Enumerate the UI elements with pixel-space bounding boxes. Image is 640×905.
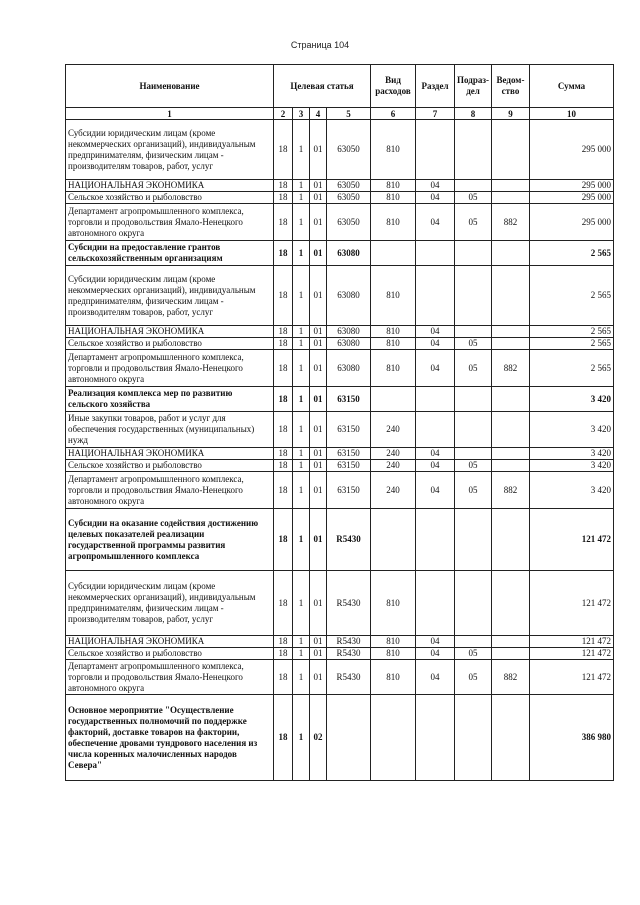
target-code-cell: 18: [274, 180, 293, 192]
col-number: 3: [293, 108, 310, 120]
target-code-cell: 18: [274, 660, 293, 695]
target-code-cell: 1: [293, 192, 310, 204]
row-name-cell: НАЦИОНАЛЬНАЯ ЭКОНОМИКА: [66, 180, 274, 192]
sum-cell: 295 000: [530, 204, 614, 241]
target-code-cell: R5430: [327, 648, 371, 660]
podrazdel-cell: [455, 387, 492, 412]
row-name-cell: Сельское хозяйство и рыболовство: [66, 192, 274, 204]
sum-cell: 2 565: [530, 338, 614, 350]
target-code-cell: 63150: [327, 412, 371, 448]
vedomstvo-cell: [492, 241, 530, 266]
razdel-cell: 04: [416, 448, 455, 460]
target-code-cell: 01: [310, 460, 327, 472]
razdel-cell: 04: [416, 472, 455, 509]
table-row: [66, 472, 614, 509]
vid-cell: 810: [371, 266, 416, 326]
table-row: [66, 266, 614, 326]
table-row: [66, 509, 614, 571]
header-name: Наименование: [66, 65, 274, 108]
row-name-cell: Реализация комплекса мер по развитию сельского хозяйства: [66, 387, 274, 412]
target-code-cell: 01: [310, 192, 327, 204]
razdel-cell: [416, 120, 455, 180]
razdel-cell: 04: [416, 460, 455, 472]
vedomstvo-cell: [492, 180, 530, 192]
target-code-cell: 1: [293, 412, 310, 448]
table-row: [66, 326, 614, 338]
vid-cell: 810: [371, 192, 416, 204]
col-number: 7: [416, 108, 455, 120]
vedomstvo-cell: [492, 326, 530, 338]
header-podrazdel: Подраз- дел: [455, 65, 492, 108]
sum-cell: 121 472: [530, 660, 614, 695]
podrazdel-cell: 05: [455, 648, 492, 660]
col-number: 6: [371, 108, 416, 120]
target-code-cell: 1: [293, 571, 310, 636]
sum-cell: 2 565: [530, 241, 614, 266]
row-name-cell: Субсидии юридическим лицам (кроме некоммерческих организаций), индивидуальным предпринимателям, физическим лицам - производителям товаров, работ, услуг: [66, 571, 274, 636]
table-row: [66, 648, 614, 660]
sum-cell: 2 565: [530, 350, 614, 387]
vedomstvo-cell: [492, 636, 530, 648]
vid-cell: 240: [371, 460, 416, 472]
target-code-cell: 1: [293, 472, 310, 509]
table-row: [66, 412, 614, 448]
vid-cell: 810: [371, 648, 416, 660]
razdel-cell: [416, 695, 455, 781]
target-code-cell: 01: [310, 660, 327, 695]
target-code-cell: 63080: [327, 266, 371, 326]
row-name-cell: Основное мероприятие "Осуществление государственных полномочий по поддержке факторий, доставке товаров на фактории, обеспечение дровами тундрового населения из числа коренных малочисленных народов Севера": [66, 695, 274, 781]
target-code-cell: 18: [274, 204, 293, 241]
row-name-cell: Иные закупки товаров, работ и услуг для обеспечения государственных (муниципальных) нужд: [66, 412, 274, 448]
vedomstvo-cell: 882: [492, 350, 530, 387]
podrazdel-cell: 05: [455, 192, 492, 204]
target-code-cell: 1: [293, 180, 310, 192]
target-code-cell: 01: [310, 472, 327, 509]
target-code-cell: 01: [310, 326, 327, 338]
sum-cell: 3 420: [530, 472, 614, 509]
razdel-cell: [416, 387, 455, 412]
target-code-cell: R5430: [327, 571, 371, 636]
podrazdel-cell: [455, 571, 492, 636]
row-name-cell: НАЦИОНАЛЬНАЯ ЭКОНОМИКА: [66, 326, 274, 338]
target-code-cell: 01: [310, 448, 327, 460]
target-code-cell: 1: [293, 338, 310, 350]
target-code-cell: 18: [274, 412, 293, 448]
header-razdel: Раздел: [416, 65, 455, 108]
target-code-cell: 01: [310, 180, 327, 192]
vedomstvo-cell: [492, 338, 530, 350]
vid-cell: 240: [371, 472, 416, 509]
vedomstvo-cell: [492, 448, 530, 460]
sum-cell: 121 472: [530, 648, 614, 660]
target-code-cell: 18: [274, 326, 293, 338]
col-number: 5: [327, 108, 371, 120]
vid-cell: [371, 387, 416, 412]
vedomstvo-cell: [492, 412, 530, 448]
razdel-cell: [416, 509, 455, 571]
vid-cell: 810: [371, 180, 416, 192]
target-code-cell: 1: [293, 636, 310, 648]
podrazdel-cell: 05: [455, 350, 492, 387]
target-code-cell: R5430: [327, 509, 371, 571]
vedomstvo-cell: [492, 460, 530, 472]
target-code-cell: 1: [293, 448, 310, 460]
row-name-cell: Департамент агропромышленного комплекса, торговли и продовольствия Ямало-Ненецкого автономного округа: [66, 472, 274, 509]
header-vedomstvo: Ведом- ство: [492, 65, 530, 108]
header-row: [66, 65, 614, 108]
table-row: [66, 241, 614, 266]
target-code-cell: 63150: [327, 460, 371, 472]
podrazdel-cell: 05: [455, 338, 492, 350]
razdel-cell: 04: [416, 204, 455, 241]
target-code-cell: [327, 695, 371, 781]
sum-cell: 386 980: [530, 695, 614, 781]
target-code-cell: 18: [274, 571, 293, 636]
table-row: [66, 660, 614, 695]
target-code-cell: 01: [310, 120, 327, 180]
table-row: [66, 571, 614, 636]
target-code-cell: 18: [274, 338, 293, 350]
podrazdel-cell: [455, 326, 492, 338]
target-code-cell: 18: [274, 460, 293, 472]
target-code-cell: 18: [274, 387, 293, 412]
target-code-cell: 01: [310, 648, 327, 660]
row-name-cell: Субсидии на оказание содействия достижению целевых показателей реализации государственной программы развития агропромышленного комплекса: [66, 509, 274, 571]
podrazdel-cell: 05: [455, 472, 492, 509]
table-row: [66, 448, 614, 460]
header-summa: Сумма: [530, 65, 614, 108]
table-row: [66, 636, 614, 648]
podrazdel-cell: 05: [455, 660, 492, 695]
row-name-cell: Департамент агропромышленного комплекса, торговли и продовольствия Ямало-Ненецкого автономного округа: [66, 350, 274, 387]
target-code-cell: 01: [310, 241, 327, 266]
razdel-cell: 04: [416, 338, 455, 350]
target-code-cell: 63050: [327, 204, 371, 241]
col-number: 8: [455, 108, 492, 120]
target-code-cell: 18: [274, 241, 293, 266]
vid-cell: [371, 695, 416, 781]
podrazdel-cell: [455, 448, 492, 460]
column-number-row: [66, 108, 614, 120]
podrazdel-cell: [455, 412, 492, 448]
target-code-cell: 18: [274, 509, 293, 571]
table-row: [66, 338, 614, 350]
target-code-cell: 1: [293, 695, 310, 781]
razdel-cell: 04: [416, 192, 455, 204]
razdel-cell: [416, 412, 455, 448]
sum-cell: 295 000: [530, 180, 614, 192]
razdel-cell: 04: [416, 648, 455, 660]
target-code-cell: R5430: [327, 660, 371, 695]
row-name-cell: Департамент агропромышленного комплекса, торговли и продовольствия Ямало-Ненецкого автономного округа: [66, 660, 274, 695]
col-number: 10: [530, 108, 614, 120]
budget-table: [65, 64, 614, 781]
target-code-cell: 18: [274, 192, 293, 204]
target-code-cell: 18: [274, 695, 293, 781]
vid-cell: 810: [371, 350, 416, 387]
table-row: [66, 460, 614, 472]
sum-cell: 121 472: [530, 636, 614, 648]
target-code-cell: 1: [293, 204, 310, 241]
target-code-cell: 18: [274, 636, 293, 648]
sum-cell: 295 000: [530, 192, 614, 204]
target-code-cell: 63050: [327, 180, 371, 192]
podrazdel-cell: [455, 695, 492, 781]
target-code-cell: 63050: [327, 120, 371, 180]
row-name-cell: Сельское хозяйство и рыболовство: [66, 460, 274, 472]
target-code-cell: 63080: [327, 241, 371, 266]
target-code-cell: 01: [310, 266, 327, 326]
razdel-cell: 04: [416, 350, 455, 387]
sum-cell: 121 472: [530, 571, 614, 636]
target-code-cell: 18: [274, 648, 293, 660]
podrazdel-cell: [455, 120, 492, 180]
sum-cell: 3 420: [530, 460, 614, 472]
podrazdel-cell: [455, 266, 492, 326]
target-code-cell: 63150: [327, 448, 371, 460]
sum-cell: 3 420: [530, 448, 614, 460]
target-code-cell: 63080: [327, 326, 371, 338]
target-code-cell: 01: [310, 509, 327, 571]
table-row: [66, 120, 614, 180]
target-code-cell: 1: [293, 509, 310, 571]
vedomstvo-cell: [492, 648, 530, 660]
target-code-cell: 18: [274, 350, 293, 387]
sum-cell: 295 000: [530, 120, 614, 180]
vedomstvo-cell: [492, 192, 530, 204]
col-number: 4: [310, 108, 327, 120]
header-vid: Вид расходов: [371, 65, 416, 108]
target-code-cell: 63050: [327, 192, 371, 204]
vid-cell: 810: [371, 571, 416, 636]
sum-cell: 121 472: [530, 509, 614, 571]
target-code-cell: 01: [310, 412, 327, 448]
razdel-cell: [416, 266, 455, 326]
target-code-cell: R5430: [327, 636, 371, 648]
vid-cell: 810: [371, 636, 416, 648]
target-code-cell: 01: [310, 338, 327, 350]
target-code-cell: 1: [293, 648, 310, 660]
razdel-cell: 04: [416, 180, 455, 192]
target-code-cell: 63150: [327, 472, 371, 509]
target-code-cell: 1: [293, 350, 310, 387]
target-code-cell: 1: [293, 387, 310, 412]
sum-cell: 3 420: [530, 387, 614, 412]
target-code-cell: 63080: [327, 350, 371, 387]
row-name-cell: Субсидии юридическим лицам (кроме некоммерческих организаций), индивидуальным предпринимателям, физическим лицам - производителям товаров, работ, услуг: [66, 120, 274, 180]
row-name-cell: Сельское хозяйство и рыболовство: [66, 648, 274, 660]
table-body: [66, 120, 614, 781]
table-row: [66, 192, 614, 204]
row-name-cell: НАЦИОНАЛЬНАЯ ЭКОНОМИКА: [66, 636, 274, 648]
vid-cell: 810: [371, 660, 416, 695]
header-target: Целевая статья: [274, 65, 371, 108]
vedomstvo-cell: 882: [492, 204, 530, 241]
target-code-cell: 01: [310, 571, 327, 636]
target-code-cell: 01: [310, 636, 327, 648]
target-code-cell: 18: [274, 448, 293, 460]
col-number: 2: [274, 108, 293, 120]
target-code-cell: 1: [293, 266, 310, 326]
target-code-cell: 1: [293, 326, 310, 338]
podrazdel-cell: [455, 241, 492, 266]
razdel-cell: 04: [416, 660, 455, 695]
target-code-cell: 01: [310, 350, 327, 387]
vid-cell: 810: [371, 338, 416, 350]
sum-cell: 2 565: [530, 326, 614, 338]
row-name-cell: НАЦИОНАЛЬНАЯ ЭКОНОМИКА: [66, 448, 274, 460]
target-code-cell: 1: [293, 241, 310, 266]
target-code-cell: 1: [293, 120, 310, 180]
podrazdel-cell: [455, 509, 492, 571]
vedomstvo-cell: [492, 266, 530, 326]
table-row: [66, 180, 614, 192]
vid-cell: 810: [371, 120, 416, 180]
vedomstvo-cell: 882: [492, 660, 530, 695]
target-code-cell: 1: [293, 660, 310, 695]
razdel-cell: [416, 571, 455, 636]
podrazdel-cell: [455, 636, 492, 648]
sum-cell: 2 565: [530, 266, 614, 326]
col-number: 1: [66, 108, 274, 120]
target-code-cell: 01: [310, 387, 327, 412]
sum-cell: 3 420: [530, 412, 614, 448]
razdel-cell: [416, 241, 455, 266]
target-code-cell: 18: [274, 472, 293, 509]
vid-cell: [371, 509, 416, 571]
target-code-cell: 02: [310, 695, 327, 781]
vedomstvo-cell: 882: [492, 472, 530, 509]
vedomstvo-cell: [492, 571, 530, 636]
razdel-cell: 04: [416, 636, 455, 648]
target-code-cell: 01: [310, 204, 327, 241]
row-name-cell: Субсидии юридическим лицам (кроме некоммерческих организаций), индивидуальным предпринимателям, физическим лицам - производителям товаров, работ, услуг: [66, 266, 274, 326]
razdel-cell: 04: [416, 326, 455, 338]
podrazdel-cell: 05: [455, 460, 492, 472]
table-row: [66, 387, 614, 412]
vid-cell: 240: [371, 412, 416, 448]
target-code-cell: 63080: [327, 338, 371, 350]
vid-cell: 810: [371, 204, 416, 241]
table-row: [66, 204, 614, 241]
target-code-cell: 18: [274, 120, 293, 180]
row-name-cell: Сельское хозяйство и рыболовство: [66, 338, 274, 350]
target-code-cell: 18: [274, 266, 293, 326]
page-header: Страница 104: [290, 40, 350, 50]
col-number: 9: [492, 108, 530, 120]
vedomstvo-cell: [492, 695, 530, 781]
vedomstvo-cell: [492, 509, 530, 571]
podrazdel-cell: [455, 180, 492, 192]
table-row: [66, 695, 614, 781]
vid-cell: [371, 241, 416, 266]
vid-cell: 810: [371, 326, 416, 338]
vid-cell: 240: [371, 448, 416, 460]
vedomstvo-cell: [492, 387, 530, 412]
podrazdel-cell: 05: [455, 204, 492, 241]
table-row: [66, 350, 614, 387]
row-name-cell: Субсидии на предоставление грантов сельскохозяйственным организациям: [66, 241, 274, 266]
target-code-cell: 1: [293, 460, 310, 472]
vedomstvo-cell: [492, 120, 530, 180]
target-code-cell: 63150: [327, 387, 371, 412]
row-name-cell: Департамент агропромышленного комплекса, торговли и продовольствия Ямало-Ненецкого автономного округа: [66, 204, 274, 241]
